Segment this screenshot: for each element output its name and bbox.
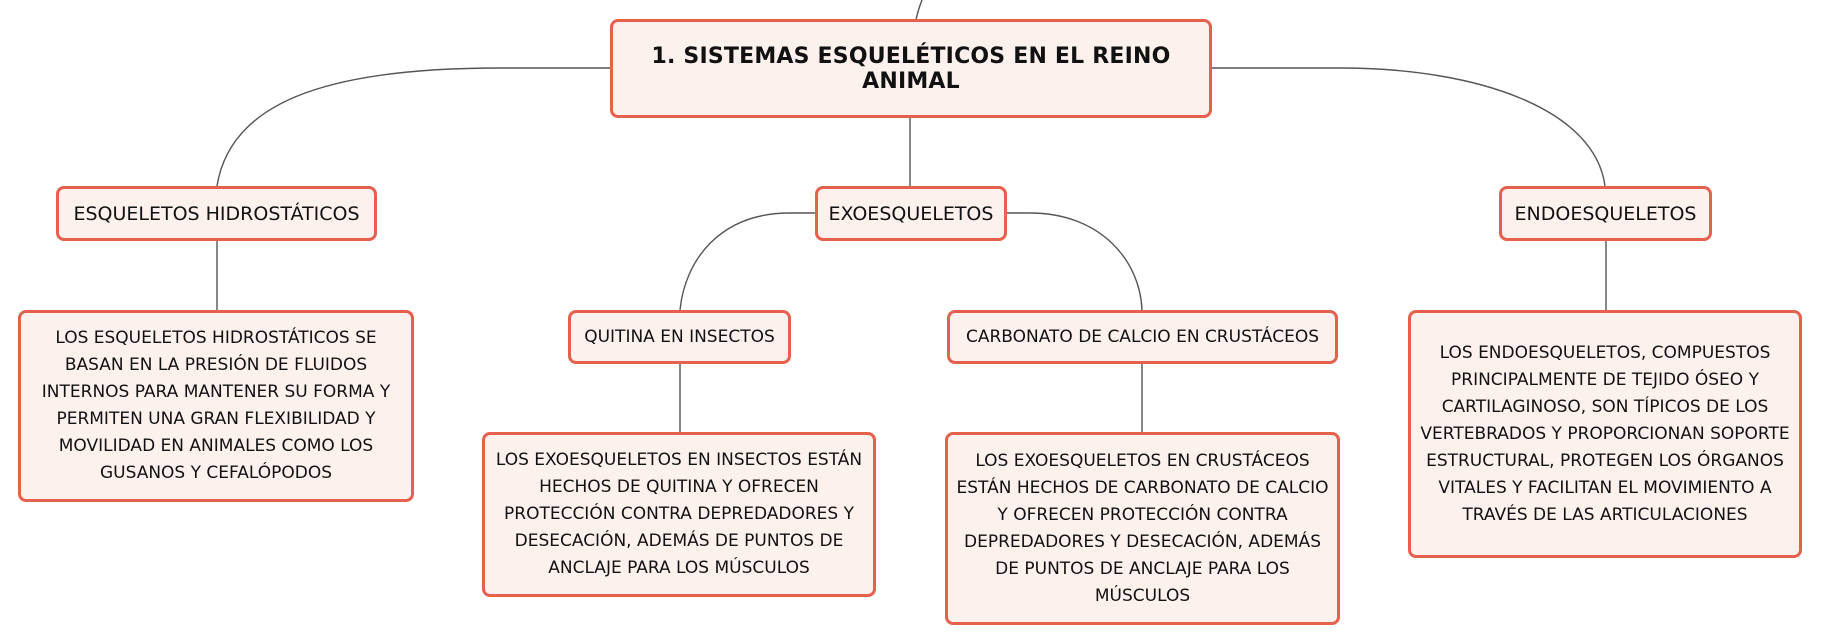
connector-exo-carbonato [1007,213,1142,310]
connector-root-hidrostaticos [217,68,612,186]
topic-endoesqueletos-label: ENDOESQUELETOS [1514,202,1697,225]
root-topic-label: 1. SISTEMAS ESQUELÉTICOS EN EL REINO ANIMAL [651,43,1171,94]
subtopic-quitina-label: QUITINA EN INSECTOS [584,327,775,347]
detail-quitina-text: LOS EXOESQUELETOS EN INSECTOS ESTÁN HECHOS DE QUITINA Y OFRECEN PROTECCIÓN CONTRA DEPREDADORES Y DESECACIÓN, ADEMÁS DE PUNTOS DE ANCLAJE PARA LOS MÚSCULOS [495,450,863,578]
subtopic-carbonato-label: CARBONATO DE CALCIO EN CRUSTÁCEOS [965,327,1320,347]
topic-esqueletos-hidrostaticos-label: ESQUELETOS HIDROSTÁTICOS [73,202,360,225]
detail-esqueletos-hidrostaticos[interactable] [18,310,414,502]
topic-exoesqueletos[interactable] [815,186,1007,241]
connector-root-endoesqueletos [1212,68,1605,186]
detail-hidrostaticos-text: LOS ESQUELETOS HIDROSTÁTICOS SE BASAN EN LA PRESIÓN DE FLUIDOS INTERNOS PARA MANTENER SU FORMA Y PERMITEN UNA GRAN FLEXIBILIDAD Y MOVILIDAD EN ANIMALES COMO LOS GUSANOS Y CEFALÓPODOS [41,328,391,483]
detail-endoesqueletos-text: LOS ENDOESQUELETOS, COMPUESTOS PRINCIPALMENTE DE TEJIDO ÓSEO Y CARTILAGINOSO, SON TÍPICOS DE LOS VERTEBRADOS Y PROPORCIONAN SOPORTE ESTRUCTURAL, PROTEGEN LOS ÓRGANOS VITALES Y FACILITAN EL MOVIMIENTO A TRAVÉS DE LAS ARTICULACIONES [1420,342,1790,525]
detail-endoesqueletos[interactable] [1408,310,1802,558]
root-topic[interactable] [610,19,1212,118]
connector-exo-quitina [680,213,815,310]
topic-endoesqueletos[interactable] [1499,186,1712,241]
topic-exoesqueletos-label: EXOESQUELETOS [828,202,994,225]
subtopic-carbonato-de-calcio[interactable] [947,310,1338,364]
subtopic-quitina-en-insectos[interactable] [568,310,791,364]
topic-esqueletos-hidrostaticos[interactable] [56,186,377,241]
detail-carbonato-de-calcio[interactable] [945,432,1340,625]
detail-carbonato-text: LOS EXOESQUELETOS EN CRUSTÁCEOS ESTÁN HECHOS DE CARBONATO DE CALCIO Y OFRECEN PROTECCIÓN CONTRA DEPREDADORES Y DESECACIÓN, ADEMÁS DE PUNTOS DE ANCLAJE PARA LOS MÚSCULOS [956,450,1329,606]
detail-quitina-en-insectos[interactable] [482,432,876,597]
connector-root-parent [916,0,922,20]
